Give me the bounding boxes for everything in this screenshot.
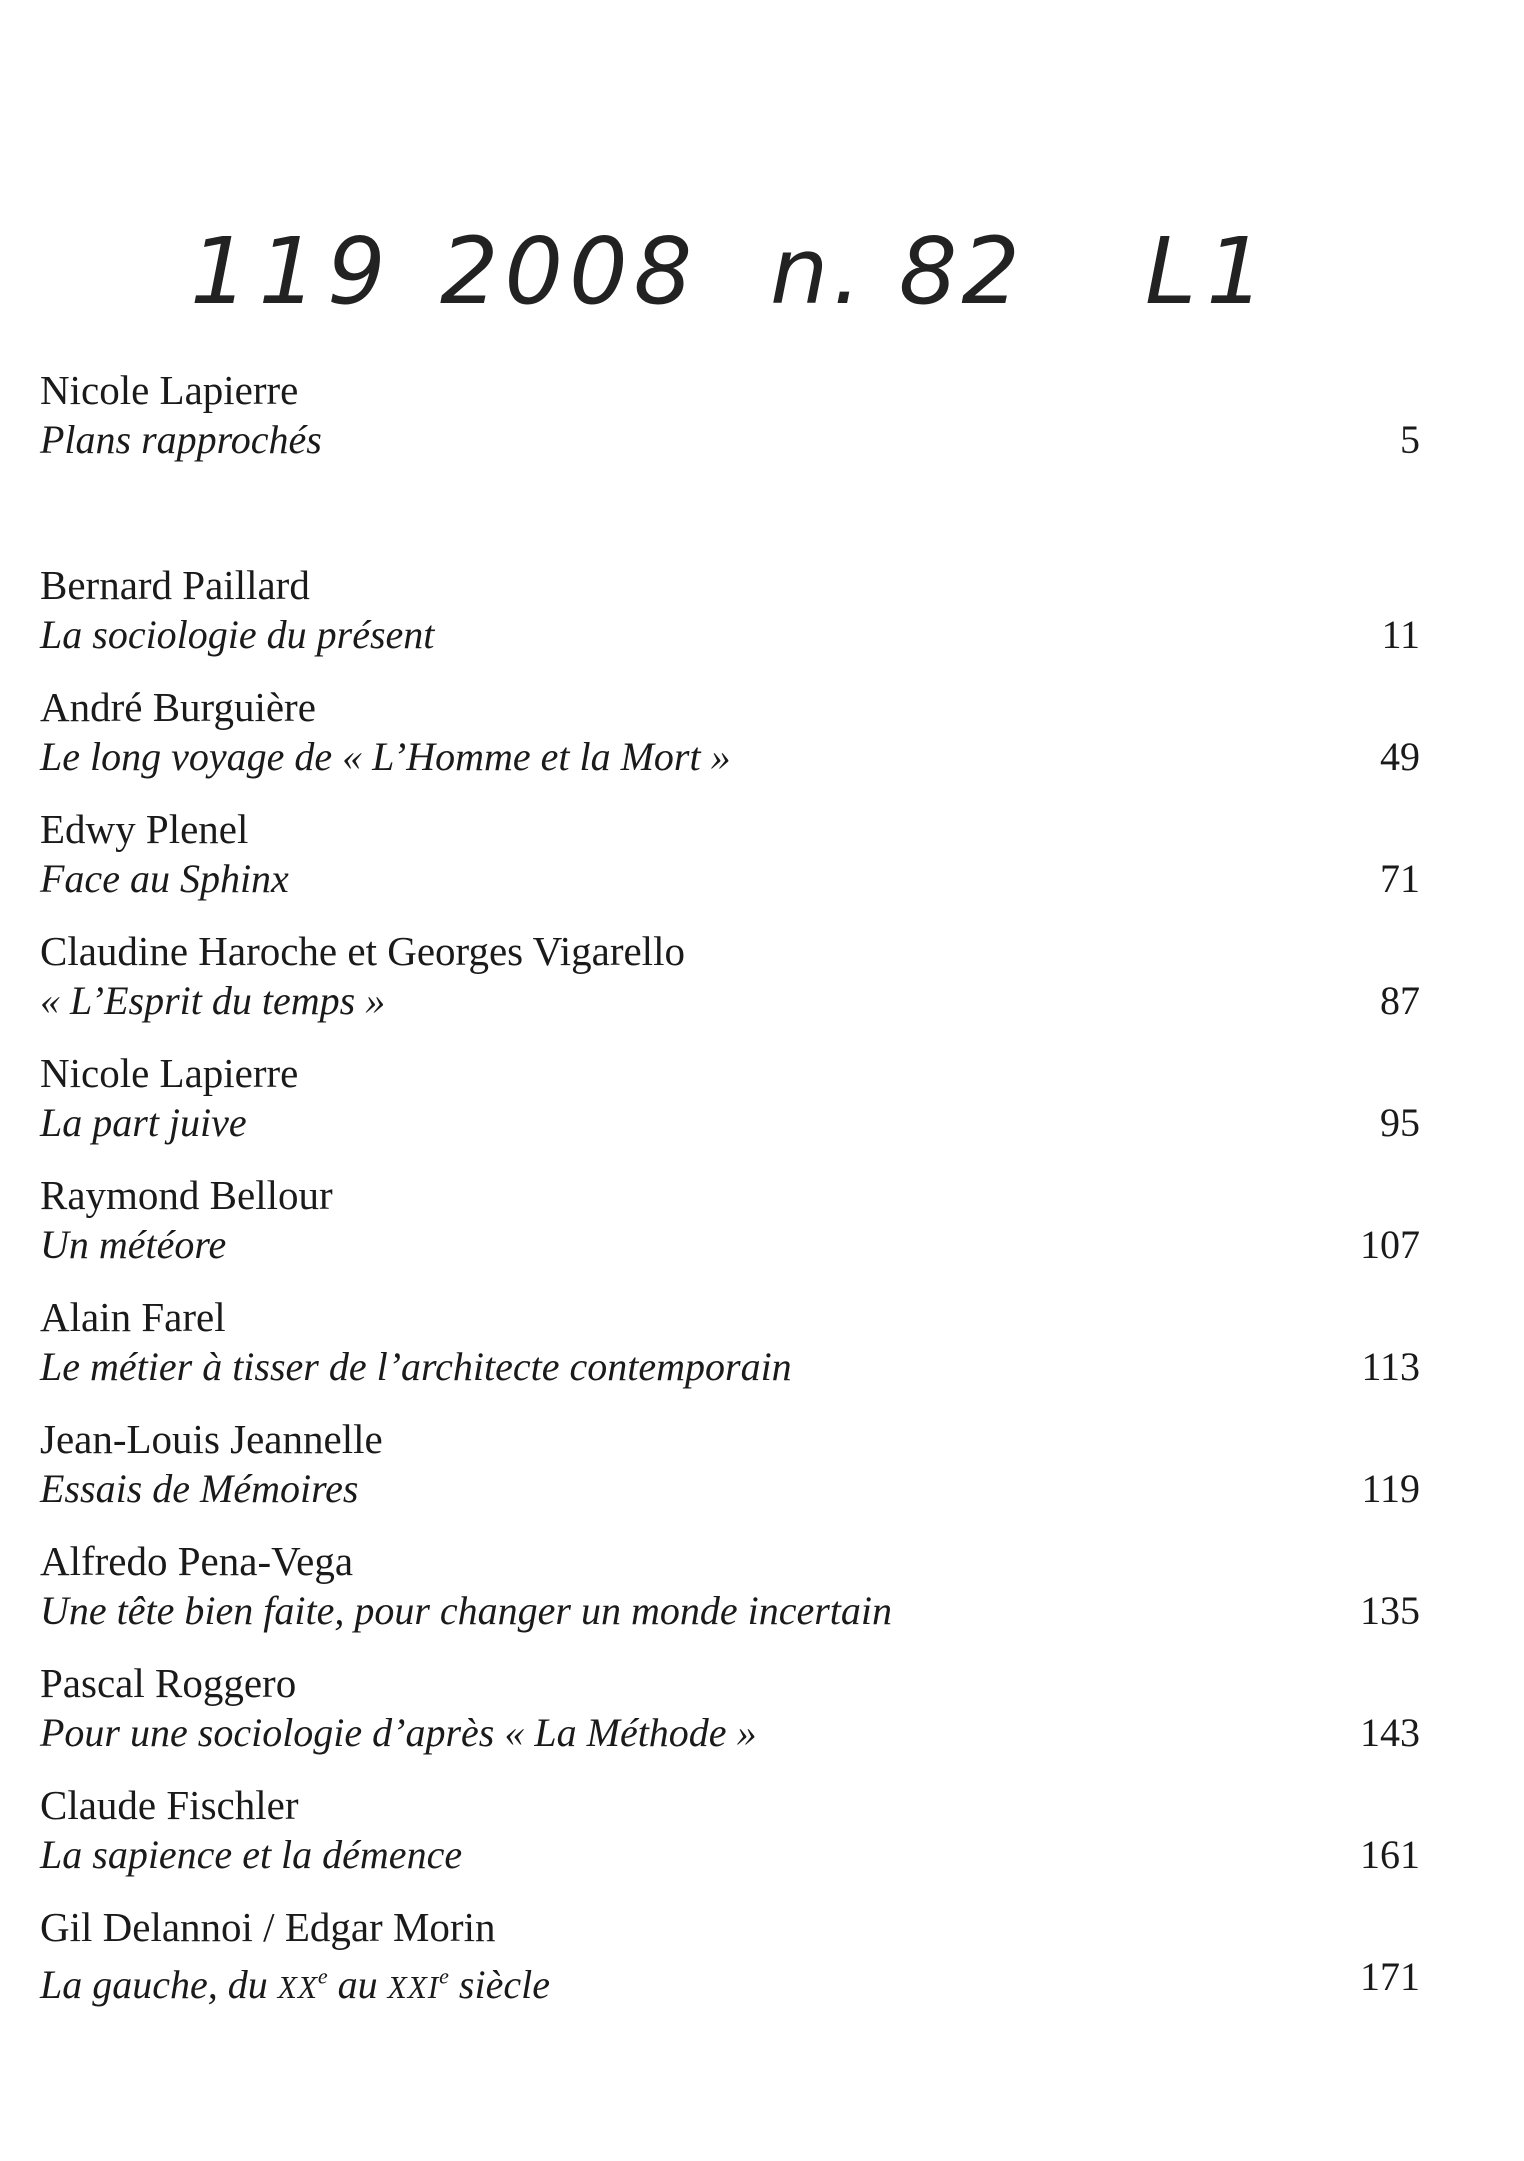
entry-title: Plans rapprochés bbox=[40, 417, 322, 462]
toc-entry bbox=[40, 1780, 1420, 1880]
handwritten-issue: n. 82 bbox=[770, 218, 1024, 325]
entry-page: 5 bbox=[1400, 417, 1420, 462]
toc-entry bbox=[40, 804, 1420, 904]
toc-entry bbox=[40, 926, 1420, 1026]
handwritten-year: 2008 bbox=[440, 218, 699, 325]
entry-page: 95 bbox=[1380, 1100, 1420, 1145]
entry-author: Alain Farel bbox=[40, 1294, 226, 1340]
entry-page: 113 bbox=[1361, 1344, 1420, 1389]
toc-entry bbox=[40, 1902, 1420, 2008]
toc-entry bbox=[40, 365, 1420, 465]
entry-author: Nicole Lapierre bbox=[40, 1050, 299, 1096]
entry-author: Nicole Lapierre bbox=[40, 367, 299, 413]
entry-author: Raymond Bellour bbox=[40, 1172, 333, 1218]
entry-author: Alfredo Pena-Vega bbox=[40, 1538, 354, 1584]
entry-title: La sociologie du présent bbox=[40, 612, 435, 657]
entry-title: Pour une sociologie d’après « La Méthode » bbox=[40, 1710, 757, 1755]
entry-author: Claudine Haroche et Georges Vigarello bbox=[40, 928, 685, 974]
entry-page: 143 bbox=[1360, 1710, 1420, 1755]
entry-author: Claude Fischler bbox=[40, 1782, 299, 1828]
entry-title: La part juive bbox=[40, 1100, 247, 1145]
entry-author: Jean-Louis Jeannelle bbox=[40, 1416, 383, 1462]
entry-title: Le métier à tisser de l’architecte contemporain bbox=[40, 1344, 792, 1389]
toc-entry bbox=[40, 1536, 1420, 1636]
toc-entry bbox=[40, 560, 1420, 660]
handwritten-annotation bbox=[190, 218, 1330, 328]
entry-page: 119 bbox=[1361, 1466, 1420, 1511]
entry-page: 135 bbox=[1360, 1588, 1420, 1633]
entry-title: Une tête bien faite, pour changer un monde incertain bbox=[40, 1588, 893, 1633]
toc-entry bbox=[40, 1170, 1420, 1270]
entry-author: Pascal Roggero bbox=[40, 1660, 297, 1706]
entry-page: 71 bbox=[1380, 856, 1420, 901]
toc-entry bbox=[40, 1048, 1420, 1148]
entry-title: La sapience et la démence bbox=[40, 1832, 463, 1877]
toc-entry bbox=[40, 1414, 1420, 1514]
toc-entry bbox=[40, 682, 1420, 782]
toc-entry bbox=[40, 1658, 1420, 1758]
entry-author: Gil Delannoi / Edgar Morin bbox=[40, 1904, 496, 1950]
entry-author: Edwy Plenel bbox=[40, 806, 249, 852]
entry-title: Un météore bbox=[40, 1222, 227, 1267]
entry-page: 87 bbox=[1380, 978, 1420, 1023]
entry-title: Face au Sphinx bbox=[40, 856, 289, 901]
entry-title: Le long voyage de « L’Homme et la Mort » bbox=[40, 734, 731, 779]
entry-page: 107 bbox=[1360, 1222, 1420, 1267]
entry-page: 49 bbox=[1380, 734, 1420, 779]
entry-title: « L’Esprit du temps » bbox=[40, 978, 386, 1023]
entry-author: Bernard Paillard bbox=[40, 562, 310, 608]
entry-title: Essais de Mémoires bbox=[40, 1466, 359, 1511]
entry-title: La gauche, du XXe au XXIe siècle bbox=[40, 1962, 550, 2008]
entry-page: 171 bbox=[1360, 1954, 1420, 1999]
toc-entry bbox=[40, 1292, 1420, 1392]
handwritten-number: 119 bbox=[190, 218, 396, 325]
handwritten-code: L1 bbox=[1145, 218, 1275, 325]
entry-page: 161 bbox=[1360, 1832, 1420, 1877]
entry-author: André Burguière bbox=[40, 684, 316, 730]
entry-page: 11 bbox=[1381, 612, 1420, 657]
